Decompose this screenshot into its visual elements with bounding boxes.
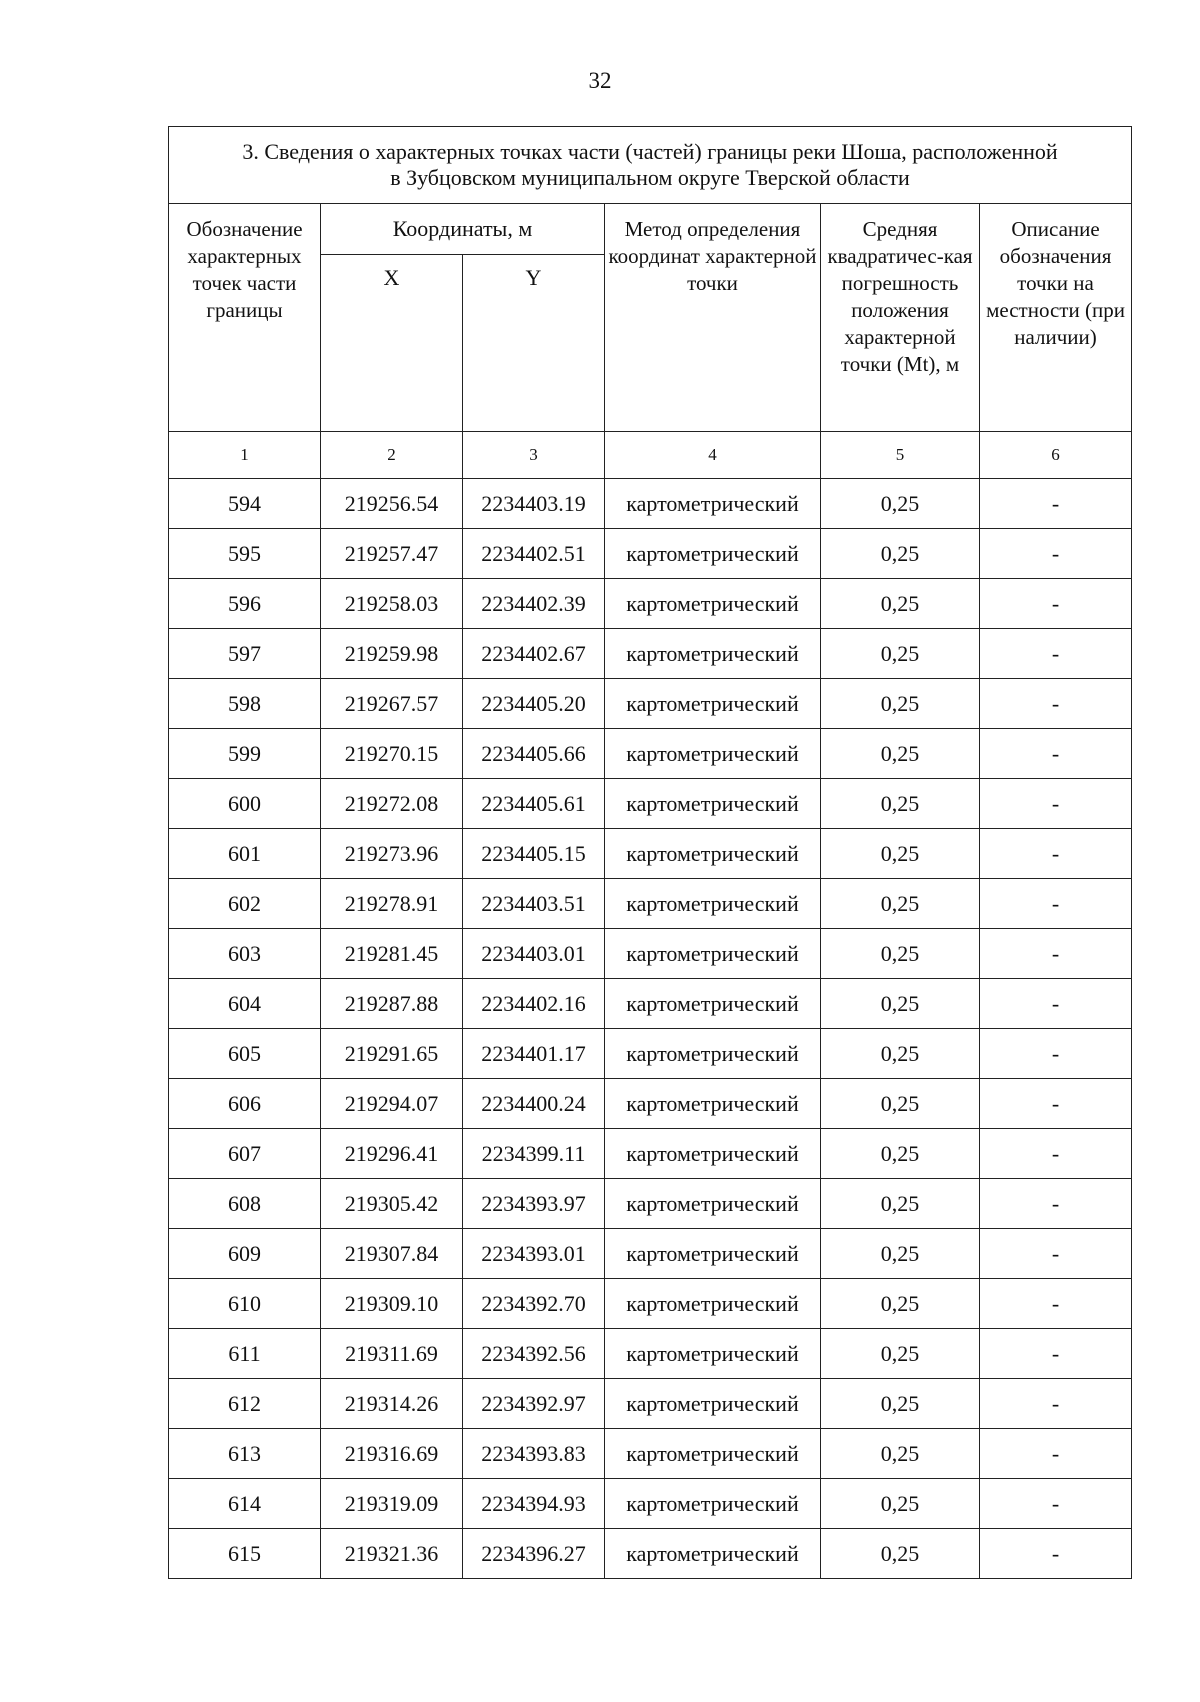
accuracy-cell: 0,25 xyxy=(821,979,980,1029)
table-row xyxy=(169,1529,1132,1579)
y-coordinate-cell: 2234393.83 xyxy=(463,1429,605,1479)
header-description: Описание обозначения точки на местности (при наличии) xyxy=(980,204,1132,432)
description-cell: - xyxy=(980,579,1132,629)
accuracy-cell: 0,25 xyxy=(821,1479,980,1529)
point-id-cell: 611 xyxy=(169,1329,321,1379)
accuracy-cell: 0,25 xyxy=(821,1329,980,1379)
description-cell: - xyxy=(980,529,1132,579)
table-row xyxy=(169,1029,1132,1079)
x-coordinate-cell: 219309.10 xyxy=(321,1279,463,1329)
table-row xyxy=(169,479,1132,529)
point-id-cell: 607 xyxy=(169,1129,321,1179)
column-number: 2 xyxy=(321,432,463,479)
header-accuracy: Средняя квадратичес-кая погрешность положения характерной точки (Mt), м xyxy=(821,204,980,432)
table-row xyxy=(169,1279,1132,1329)
accuracy-cell: 0,25 xyxy=(821,1279,980,1329)
table-row xyxy=(169,929,1132,979)
accuracy-cell: 0,25 xyxy=(821,629,980,679)
table-row xyxy=(169,1329,1132,1379)
y-coordinate-cell: 2234392.56 xyxy=(463,1329,605,1379)
x-coordinate-cell: 219321.36 xyxy=(321,1529,463,1579)
x-coordinate-cell: 219256.54 xyxy=(321,479,463,529)
x-coordinate-cell: 219314.26 xyxy=(321,1379,463,1429)
point-id-cell: 615 xyxy=(169,1529,321,1579)
x-coordinate-cell: 219272.08 xyxy=(321,779,463,829)
description-cell: - xyxy=(980,879,1132,929)
table-row xyxy=(169,879,1132,929)
accuracy-cell: 0,25 xyxy=(821,779,980,829)
accuracy-cell: 0,25 xyxy=(821,1029,980,1079)
table-caption-line2: в Зубцовском муниципальном округе Тверской области xyxy=(390,165,910,190)
accuracy-cell: 0,25 xyxy=(821,1129,980,1179)
accuracy-cell: 0,25 xyxy=(821,1529,980,1579)
table-row xyxy=(169,1179,1132,1229)
column-number: 6 xyxy=(980,432,1132,479)
method-cell: картометрический xyxy=(605,1429,821,1479)
accuracy-cell: 0,25 xyxy=(821,879,980,929)
method-cell: картометрический xyxy=(605,1079,821,1129)
point-id-cell: 614 xyxy=(169,1479,321,1529)
description-cell: - xyxy=(980,1129,1132,1179)
description-cell: - xyxy=(980,479,1132,529)
y-coordinate-cell: 2234402.39 xyxy=(463,579,605,629)
y-coordinate-cell: 2234394.93 xyxy=(463,1479,605,1529)
y-coordinate-cell: 2234396.27 xyxy=(463,1529,605,1579)
method-cell: картометрический xyxy=(605,1479,821,1529)
point-id-cell: 609 xyxy=(169,1229,321,1279)
x-coordinate-cell: 219257.47 xyxy=(321,529,463,579)
x-coordinate-cell: 219307.84 xyxy=(321,1229,463,1279)
table-row xyxy=(169,1229,1132,1279)
y-coordinate-cell: 2234403.51 xyxy=(463,879,605,929)
accuracy-cell: 0,25 xyxy=(821,729,980,779)
column-numbers-row xyxy=(169,432,1132,479)
method-cell: картометрический xyxy=(605,779,821,829)
method-cell: картометрический xyxy=(605,1129,821,1179)
table-row xyxy=(169,629,1132,679)
y-coordinate-cell: 2234400.24 xyxy=(463,1079,605,1129)
x-coordinate-cell: 219258.03 xyxy=(321,579,463,629)
point-id-cell: 595 xyxy=(169,529,321,579)
accuracy-cell: 0,25 xyxy=(821,579,980,629)
description-cell: - xyxy=(980,1079,1132,1129)
method-cell: картометрический xyxy=(605,729,821,779)
method-cell: картометрический xyxy=(605,629,821,679)
point-id-cell: 605 xyxy=(169,1029,321,1079)
page-number: 32 xyxy=(588,68,612,93)
method-cell: картометрический xyxy=(605,529,821,579)
y-coordinate-cell: 2234405.61 xyxy=(463,779,605,829)
table-row xyxy=(169,1379,1132,1429)
table-row xyxy=(169,1479,1132,1529)
point-id-cell: 603 xyxy=(169,929,321,979)
description-cell: - xyxy=(980,679,1132,729)
x-coordinate-cell: 219270.15 xyxy=(321,729,463,779)
x-coordinate-cell: 219294.07 xyxy=(321,1079,463,1129)
x-coordinate-cell: 219316.69 xyxy=(321,1429,463,1479)
y-coordinate-cell: 2234399.11 xyxy=(463,1129,605,1179)
description-cell: - xyxy=(980,1229,1132,1279)
table-row xyxy=(169,829,1132,879)
y-coordinate-cell: 2234405.66 xyxy=(463,729,605,779)
table-row xyxy=(169,679,1132,729)
accuracy-cell: 0,25 xyxy=(821,1229,980,1279)
table-row xyxy=(169,979,1132,1029)
x-coordinate-cell: 219319.09 xyxy=(321,1479,463,1529)
y-coordinate-cell: 2234402.16 xyxy=(463,979,605,1029)
x-coordinate-cell: 219273.96 xyxy=(321,829,463,879)
accuracy-cell: 0,25 xyxy=(821,829,980,879)
column-number: 4 xyxy=(605,432,821,479)
point-id-cell: 601 xyxy=(169,829,321,879)
point-id-cell: 612 xyxy=(169,1379,321,1429)
description-cell: - xyxy=(980,1379,1132,1429)
y-coordinate-cell: 2234402.67 xyxy=(463,629,605,679)
table-row xyxy=(169,1429,1132,1479)
point-id-cell: 606 xyxy=(169,1079,321,1129)
y-coordinate-cell: 2234392.70 xyxy=(463,1279,605,1329)
description-cell: - xyxy=(980,1429,1132,1479)
method-cell: картометрический xyxy=(605,1279,821,1329)
y-coordinate-cell: 2234403.19 xyxy=(463,479,605,529)
description-cell: - xyxy=(980,779,1132,829)
method-cell: картометрический xyxy=(605,1379,821,1429)
method-cell: картометрический xyxy=(605,979,821,1029)
method-cell: картометрический xyxy=(605,1529,821,1579)
description-cell: - xyxy=(980,729,1132,779)
point-id-cell: 602 xyxy=(169,879,321,929)
point-id-cell: 596 xyxy=(169,579,321,629)
column-number: 1 xyxy=(169,432,321,479)
table-row xyxy=(169,529,1132,579)
x-coordinate-cell: 219311.69 xyxy=(321,1329,463,1379)
method-cell: картометрический xyxy=(605,829,821,879)
accuracy-cell: 0,25 xyxy=(821,929,980,979)
method-cell: картометрический xyxy=(605,1029,821,1079)
description-cell: - xyxy=(980,629,1132,679)
point-id-cell: 598 xyxy=(169,679,321,729)
x-coordinate-cell: 219267.57 xyxy=(321,679,463,729)
table-row xyxy=(169,729,1132,779)
accuracy-cell: 0,25 xyxy=(821,1179,980,1229)
header-y: Y xyxy=(463,255,605,432)
description-cell: - xyxy=(980,1329,1132,1379)
y-coordinate-cell: 2234401.17 xyxy=(463,1029,605,1079)
method-cell: картометрический xyxy=(605,579,821,629)
boundary-points-table xyxy=(168,126,1132,1579)
y-coordinate-cell: 2234405.20 xyxy=(463,679,605,729)
x-coordinate-cell: 219259.98 xyxy=(321,629,463,679)
method-cell: картометрический xyxy=(605,879,821,929)
x-coordinate-cell: 219278.91 xyxy=(321,879,463,929)
accuracy-cell: 0,25 xyxy=(821,1429,980,1479)
point-id-cell: 610 xyxy=(169,1279,321,1329)
header-x: X xyxy=(321,255,463,432)
y-coordinate-cell: 2234402.51 xyxy=(463,529,605,579)
y-coordinate-cell: 2234393.01 xyxy=(463,1229,605,1279)
method-cell: картометрический xyxy=(605,1229,821,1279)
method-cell: картометрический xyxy=(605,1179,821,1229)
point-id-cell: 613 xyxy=(169,1429,321,1479)
description-cell: - xyxy=(980,1529,1132,1579)
point-id-cell: 600 xyxy=(169,779,321,829)
table-row xyxy=(169,579,1132,629)
table-row xyxy=(169,1079,1132,1129)
table-row xyxy=(169,1129,1132,1179)
x-coordinate-cell: 219296.41 xyxy=(321,1129,463,1179)
column-number: 5 xyxy=(821,432,980,479)
description-cell: - xyxy=(980,929,1132,979)
y-coordinate-cell: 2234403.01 xyxy=(463,929,605,979)
accuracy-cell: 0,25 xyxy=(821,679,980,729)
accuracy-cell: 0,25 xyxy=(821,529,980,579)
point-id-cell: 597 xyxy=(169,629,321,679)
table-caption xyxy=(169,127,1132,204)
description-cell: - xyxy=(980,1179,1132,1229)
column-number: 3 xyxy=(463,432,605,479)
y-coordinate-cell: 2234393.97 xyxy=(463,1179,605,1229)
description-cell: - xyxy=(980,1029,1132,1079)
table-row xyxy=(169,779,1132,829)
point-id-cell: 608 xyxy=(169,1179,321,1229)
description-cell: - xyxy=(980,829,1132,879)
y-coordinate-cell: 2234405.15 xyxy=(463,829,605,879)
method-cell: картометрический xyxy=(605,929,821,979)
y-coordinate-cell: 2234392.97 xyxy=(463,1379,605,1429)
header-coordinates: Координаты, м xyxy=(321,204,605,255)
method-cell: картометрический xyxy=(605,679,821,729)
table-body xyxy=(169,479,1132,1579)
description-cell: - xyxy=(980,1279,1132,1329)
header-point-designation: Обозначение характерных точек части границы xyxy=(169,204,321,432)
point-id-cell: 604 xyxy=(169,979,321,1029)
point-id-cell: 594 xyxy=(169,479,321,529)
table-caption-line1: 3. Сведения о характерных точках части (частей) границы реки Шоша, расположенной xyxy=(242,139,1058,164)
accuracy-cell: 0,25 xyxy=(821,1379,980,1429)
header-method: Метод определения координат характерной точки xyxy=(605,204,821,432)
point-id-cell: 599 xyxy=(169,729,321,779)
accuracy-cell: 0,25 xyxy=(821,1079,980,1129)
x-coordinate-cell: 219291.65 xyxy=(321,1029,463,1079)
x-coordinate-cell: 219305.42 xyxy=(321,1179,463,1229)
x-coordinate-cell: 219287.88 xyxy=(321,979,463,1029)
method-cell: картометрический xyxy=(605,479,821,529)
accuracy-cell: 0,25 xyxy=(821,479,980,529)
method-cell: картометрический xyxy=(605,1329,821,1379)
x-coordinate-cell: 219281.45 xyxy=(321,929,463,979)
description-cell: - xyxy=(980,979,1132,1029)
description-cell: - xyxy=(980,1479,1132,1529)
